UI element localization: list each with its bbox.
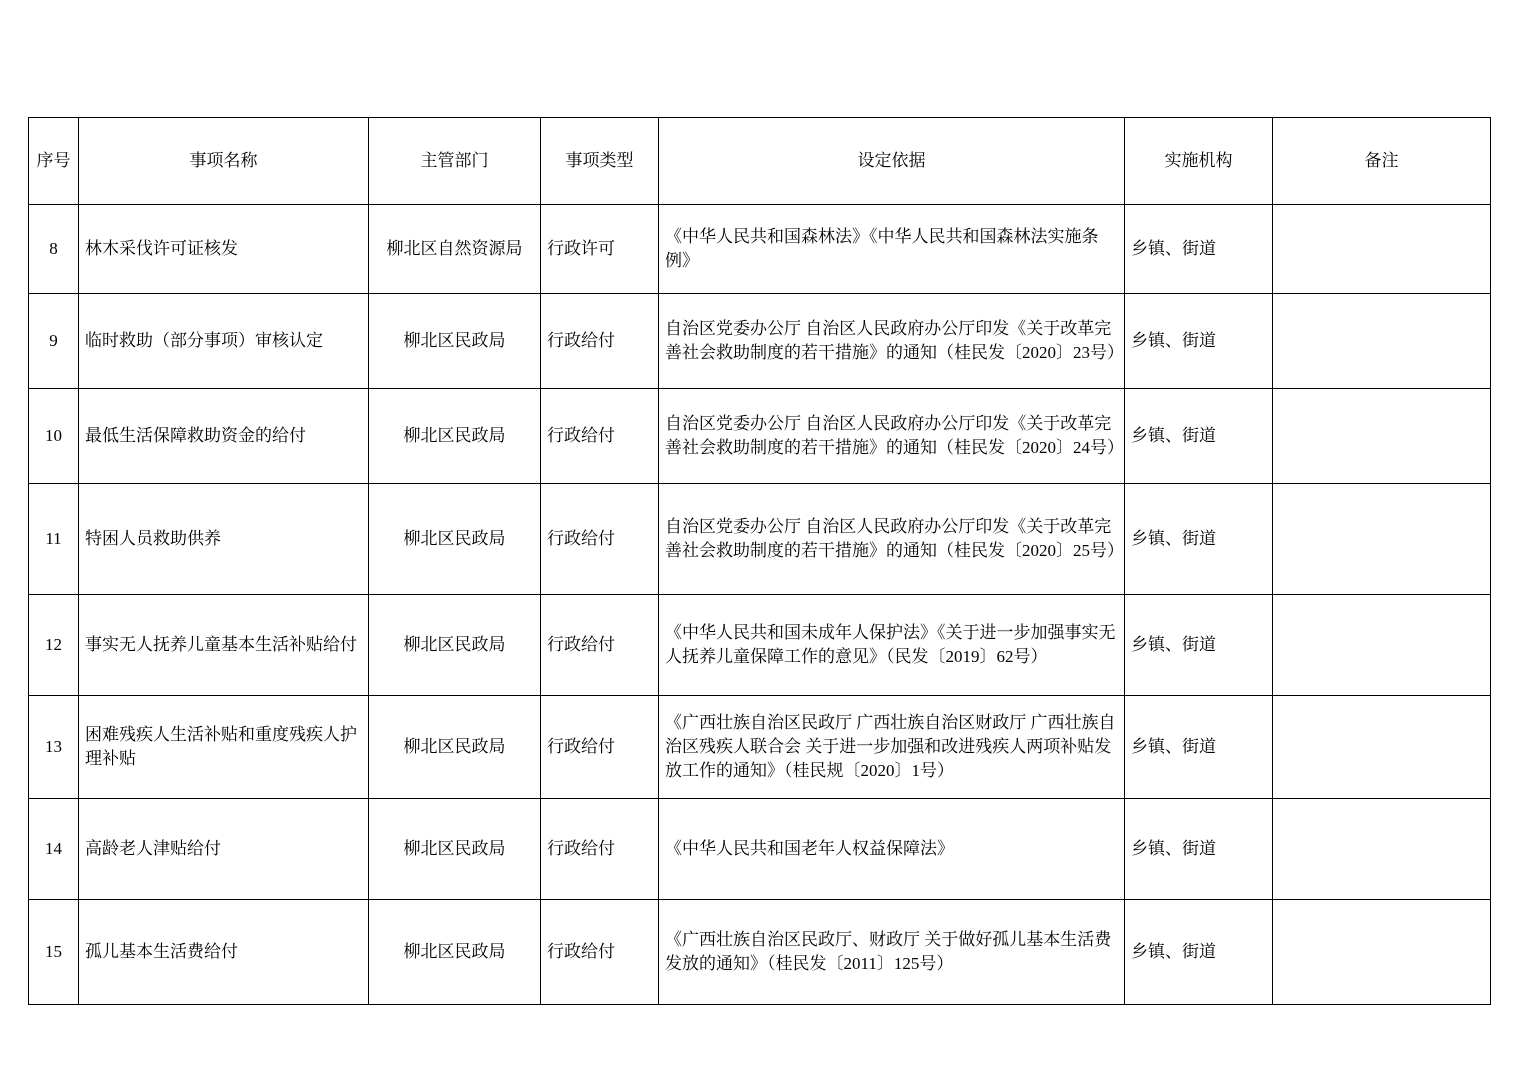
cell-seq: 9 bbox=[29, 294, 79, 389]
cell-seq: 11 bbox=[29, 484, 79, 595]
table-body bbox=[29, 205, 1491, 1005]
cell-org: 乡镇、街道 bbox=[1125, 205, 1273, 294]
header-name: 事项名称 bbox=[79, 118, 369, 205]
header-seq: 序号 bbox=[29, 118, 79, 205]
cell-note bbox=[1273, 799, 1491, 900]
header-row bbox=[29, 118, 1491, 205]
cell-org: 乡镇、街道 bbox=[1125, 484, 1273, 595]
cell-dept: 柳北区民政局 bbox=[369, 294, 541, 389]
items-table-container bbox=[28, 117, 1490, 1005]
table-row bbox=[29, 294, 1491, 389]
cell-type: 行政给付 bbox=[541, 484, 659, 595]
cell-dept: 柳北区民政局 bbox=[369, 595, 541, 696]
cell-org: 乡镇、街道 bbox=[1125, 294, 1273, 389]
cell-seq: 13 bbox=[29, 696, 79, 799]
cell-basis: 《广西壮族自治区民政厅、财政厅 关于做好孤儿基本生活费发放的通知》（桂民发〔2011〕125号） bbox=[659, 900, 1125, 1005]
cell-org: 乡镇、街道 bbox=[1125, 389, 1273, 484]
cell-name: 孤儿基本生活费给付 bbox=[79, 900, 369, 1005]
table-row bbox=[29, 900, 1491, 1005]
cell-dept: 柳北区民政局 bbox=[369, 696, 541, 799]
cell-type: 行政许可 bbox=[541, 205, 659, 294]
cell-name: 临时救助（部分事项）审核认定 bbox=[79, 294, 369, 389]
cell-seq: 8 bbox=[29, 205, 79, 294]
cell-basis: 《中华人民共和国森林法》《中华人民共和国森林法实施条例》 bbox=[659, 205, 1125, 294]
table-row bbox=[29, 484, 1491, 595]
cell-basis: 自治区党委办公厅 自治区人民政府办公厅印发《关于改革完善社会救助制度的若干措施》的通知（桂民发〔2020〕23号） bbox=[659, 294, 1125, 389]
cell-seq: 15 bbox=[29, 900, 79, 1005]
cell-seq: 12 bbox=[29, 595, 79, 696]
cell-basis: 《中华人民共和国未成年人保护法》《关于进一步加强事实无人抚养儿童保障工作的意见》（民发〔2019〕62号） bbox=[659, 595, 1125, 696]
cell-note bbox=[1273, 484, 1491, 595]
cell-type: 行政给付 bbox=[541, 595, 659, 696]
header-org: 实施机构 bbox=[1125, 118, 1273, 205]
header-dept: 主管部门 bbox=[369, 118, 541, 205]
cell-basis: 《广西壮族自治区民政厅 广西壮族自治区财政厅 广西壮族自治区残疾人联合会 关于进一步加强和改进残疾人两项补贴发放工作的通知》（桂民规〔2020〕1号） bbox=[659, 696, 1125, 799]
cell-name: 事实无人抚养儿童基本生活补贴给付 bbox=[79, 595, 369, 696]
cell-org: 乡镇、街道 bbox=[1125, 900, 1273, 1005]
table-row bbox=[29, 205, 1491, 294]
cell-basis: 自治区党委办公厅 自治区人民政府办公厅印发《关于改革完善社会救助制度的若干措施》的通知（桂民发〔2020〕24号） bbox=[659, 389, 1125, 484]
cell-note bbox=[1273, 696, 1491, 799]
cell-note bbox=[1273, 205, 1491, 294]
cell-dept: 柳北区自然资源局 bbox=[369, 205, 541, 294]
table-row bbox=[29, 389, 1491, 484]
header-type: 事项类型 bbox=[541, 118, 659, 205]
cell-type: 行政给付 bbox=[541, 900, 659, 1005]
cell-type: 行政给付 bbox=[541, 696, 659, 799]
cell-note bbox=[1273, 389, 1491, 484]
cell-name: 困难残疾人生活补贴和重度残疾人护理补贴 bbox=[79, 696, 369, 799]
cell-note bbox=[1273, 294, 1491, 389]
table-header bbox=[29, 118, 1491, 205]
table-row bbox=[29, 595, 1491, 696]
items-table bbox=[28, 117, 1491, 1005]
cell-dept: 柳北区民政局 bbox=[369, 389, 541, 484]
cell-basis: 《中华人民共和国老年人权益保障法》 bbox=[659, 799, 1125, 900]
cell-name: 最低生活保障救助资金的给付 bbox=[79, 389, 369, 484]
cell-name: 特困人员救助供养 bbox=[79, 484, 369, 595]
cell-type: 行政给付 bbox=[541, 389, 659, 484]
cell-note bbox=[1273, 900, 1491, 1005]
table-row bbox=[29, 696, 1491, 799]
cell-basis: 自治区党委办公厅 自治区人民政府办公厅印发《关于改革完善社会救助制度的若干措施》的通知（桂民发〔2020〕25号） bbox=[659, 484, 1125, 595]
cell-org: 乡镇、街道 bbox=[1125, 595, 1273, 696]
cell-dept: 柳北区民政局 bbox=[369, 484, 541, 595]
cell-seq: 14 bbox=[29, 799, 79, 900]
cell-type: 行政给付 bbox=[541, 294, 659, 389]
cell-name: 高龄老人津贴给付 bbox=[79, 799, 369, 900]
cell-org: 乡镇、街道 bbox=[1125, 696, 1273, 799]
cell-dept: 柳北区民政局 bbox=[369, 900, 541, 1005]
cell-name: 林木采伐许可证核发 bbox=[79, 205, 369, 294]
cell-dept: 柳北区民政局 bbox=[369, 799, 541, 900]
cell-org: 乡镇、街道 bbox=[1125, 799, 1273, 900]
cell-type: 行政给付 bbox=[541, 799, 659, 900]
header-note: 备注 bbox=[1273, 118, 1491, 205]
header-basis: 设定依据 bbox=[659, 118, 1125, 205]
cell-note bbox=[1273, 595, 1491, 696]
cell-seq: 10 bbox=[29, 389, 79, 484]
table-row bbox=[29, 799, 1491, 900]
